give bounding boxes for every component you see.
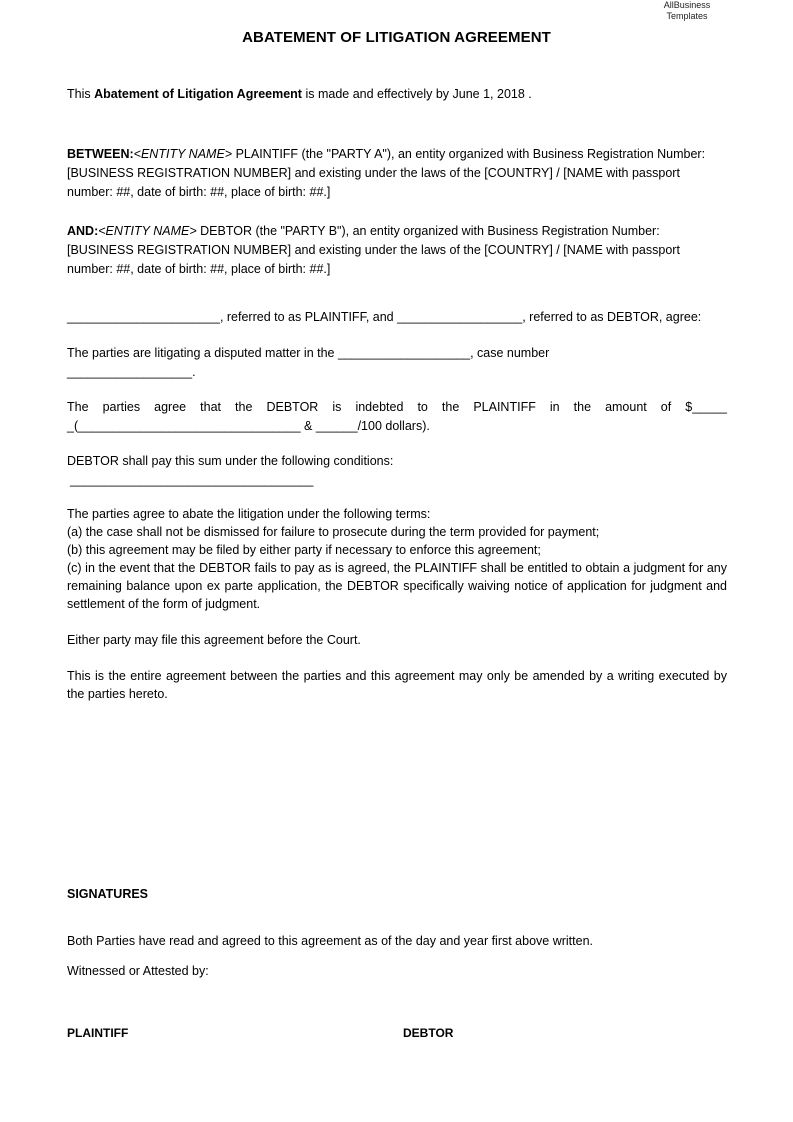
disputed-line-1: The parties are litigating a disputed matter in the ___________________, case number bbox=[67, 346, 550, 360]
allbusiness-templates-logo bbox=[640, 0, 734, 22]
conditions-line-2: ___________________________________ bbox=[70, 473, 314, 487]
and-entity-placeholder: <ENTITY NAME> bbox=[98, 224, 197, 238]
plaintiff-signature-label: PLAINTIFF bbox=[67, 1026, 129, 1040]
term-a: (a) the case shall not be dismissed for failure to prosecute during the term provided for payment; bbox=[67, 525, 600, 539]
disputed-paragraph bbox=[67, 344, 727, 382]
disputed-line-2: __________________. bbox=[67, 365, 196, 379]
and-paragraph bbox=[67, 222, 727, 279]
term-b: (b) this agreement may be filed by either party if necessary to enforce this agreement; bbox=[67, 543, 541, 557]
intro-prefix: This bbox=[67, 87, 95, 101]
and-text: DEBTOR (the "PARTY B"), an entity organized with Business Registration Number: [BUSINESS REGISTRATION NUMBER] and existing under the laws of the [COUNTRY] / [NAME with passport number: ##, date of birth: ##, place of birth: ##.] bbox=[67, 224, 680, 276]
conditions-paragraph bbox=[67, 452, 727, 490]
logo-line-2: Templates bbox=[666, 11, 708, 21]
document-title: ABATEMENT OF LITIGATION AGREEMENT bbox=[242, 29, 551, 46]
referred-paragraph: ______________________, referred to as PLAINTIFF, and __________________, referred to as DEBTOR, agree: bbox=[67, 310, 702, 324]
debtor-signature-label: DEBTOR bbox=[403, 1026, 454, 1040]
either-party-paragraph: Either party may file this agreement before the Court. bbox=[67, 633, 361, 647]
conditions-line-1: DEBTOR shall pay this sum under the following conditions: bbox=[67, 454, 394, 468]
intro-paragraph bbox=[67, 85, 727, 104]
between-paragraph bbox=[67, 145, 727, 202]
terms-section bbox=[67, 505, 727, 613]
term-c: (c) in the event that the DEBTOR fails to pay as is agreed, the PLAINTIFF shall be entitled to obtain a judgment for any remaining balance upon ex parte application, the DEBTOR specifically waiving notice of application for judgment and settlement of the form of judgment. bbox=[67, 561, 727, 611]
between-text: PLAINTIFF (the "PARTY A"), an entity organized with Business Registration Number: [BUSINESS REGISTRATION NUMBER] and existing under the laws of the [COUNTRY] / [NAME with passport number: ##, date of birth: ##, place of birth: ##.] bbox=[67, 147, 706, 199]
logo-line-1: AllBusiness bbox=[663, 0, 711, 10]
amount-paragraph: The parties agree that the DEBTOR is indebted to the PLAINTIFF in the amount of $_____ _(________________________________ & ______/100 dollars). bbox=[67, 400, 727, 433]
entire-agreement-paragraph: This is the entire agreement between the parties and this agreement may only be amended by a writing executed by the parties hereto. bbox=[67, 669, 727, 701]
witnessed-paragraph: Witnessed or Attested by: bbox=[67, 964, 209, 978]
signatures-heading: SIGNATURES bbox=[67, 887, 149, 901]
intro-middle: is made and effectively by June 1, 2018 bbox=[301, 87, 525, 101]
agreement-name: Abatement of Litigation Agreement bbox=[94, 87, 302, 101]
between-label: BETWEEN: bbox=[67, 147, 134, 161]
read-agreed-paragraph: Both Parties have read and agreed to this agreement as of the day and year first above written. bbox=[67, 934, 594, 948]
intro-suffix: . bbox=[524, 87, 532, 101]
terms-intro: The parties agree to abate the litigation under the following terms: bbox=[67, 507, 431, 521]
and-label: AND: bbox=[67, 224, 99, 238]
between-entity-placeholder: <ENTITY NAME> bbox=[133, 147, 233, 161]
conditions-blank-line bbox=[67, 471, 727, 490]
